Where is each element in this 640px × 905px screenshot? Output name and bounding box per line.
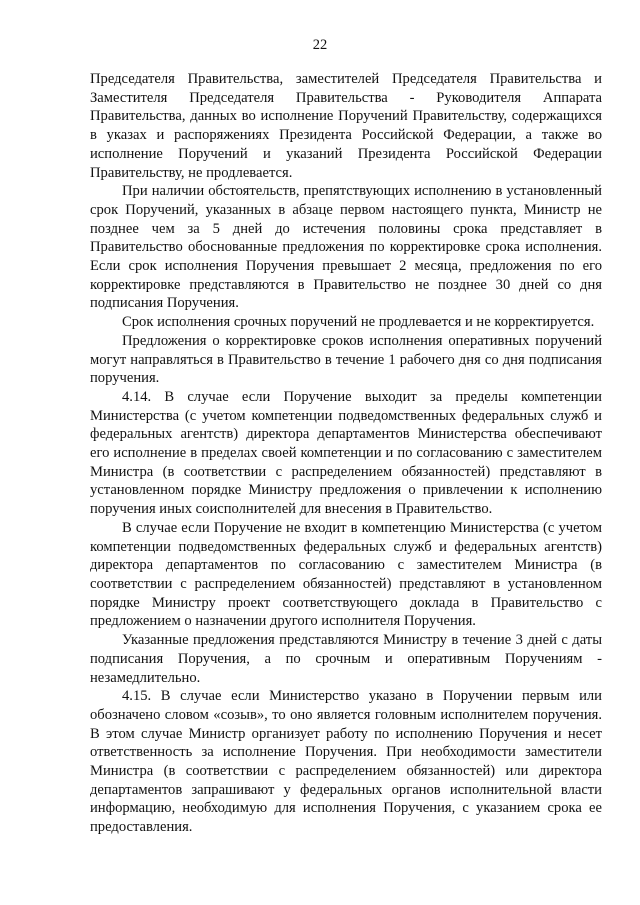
- paragraph-3: Срок исполнения срочных поручений не продлевается и не корректируется.: [122, 314, 595, 331]
- paragraph-7: Указанные предложения представляются Министру в течение 3 дней с даты подписания Поручения, а по срочным и оперативным Поручениям - незамедлительно.: [90, 632, 602, 686]
- paragraph-5: 4.14. В случае если Поручение выходит за пределы компетенции Министерства (с учетом компетенции подведомственных федеральных служб и федеральных агентств) директора департаментов Министерства обеспечивают его исполнение в пределах своей компетенции и по согласованию с заместителем Министра (в соответствии с распределением обязанностей) представляют в установленном порядке Министру предложения о привлечении к исполнению поручения иных соисполнителей для внесения в Правительство.: [90, 388, 602, 518]
- document-body: [90, 70, 602, 837]
- paragraph-6: В случае если Поручение не входит в компетенцию Министерства (с учетом компетенции подведомственных федеральных служб и федеральных агентств) директора департаментов по согласованию с заместителем Министра (в соответствии с распределением обязанностей) представляют в установленном порядке Министру проект соответствующего доклада в Правительство с предложением о назначении другого исполнителя Поручения.: [90, 519, 602, 630]
- page-number: 22: [312, 37, 328, 53]
- paragraph-1: Председателя Правительства, заместителей Председателя Правительства и Заместителя Председателя Правительства - Руководителя Аппарата Правительства, данных во исполнение Поручений Правительству, содержащихся в указах и распоряжениях Президента Российской Федерации, а также во исполнение Поручений и указаний Президента Российской Федерации Правительству, не продлевается.: [90, 71, 602, 181]
- paragraph-4: Предложения о корректировке сроков исполнения оперативных поручений могут направляться в Правительство в течение 1 рабочего дня со дня подписания поручения.: [90, 332, 602, 387]
- paragraph-2: При наличии обстоятельств, препятствующих исполнению в установленный срок Поручений, указанных в абзаце первом настоящего пункта, Министр не позднее чем за 5 дней до истечения половины срока представляет в Правительство обоснованные предложения по корректировке срока исполнения. Если срок исполнения Поручения превышает 2 месяца, предложения по его корректировке представляются в Правительство не позднее 30 дней со дня подписания Поручения.: [90, 183, 602, 312]
- paragraph-8: 4.15. В случае если Министерство указано в Поручении первым или обозначено словом «созыв», то оно является головным исполнителем поручения. В этом случае Министр организует работу по исполнению Поручения и несет ответственность за исполнение Поручения. При необходимости заместители Министра (в соответствии с распределением обязанностей) или директора департаментов запрашивают у федеральных органов исполнительной власти информацию, необходимую для исполнения Поручения, с указанием срока ее предоставления.: [90, 688, 602, 836]
